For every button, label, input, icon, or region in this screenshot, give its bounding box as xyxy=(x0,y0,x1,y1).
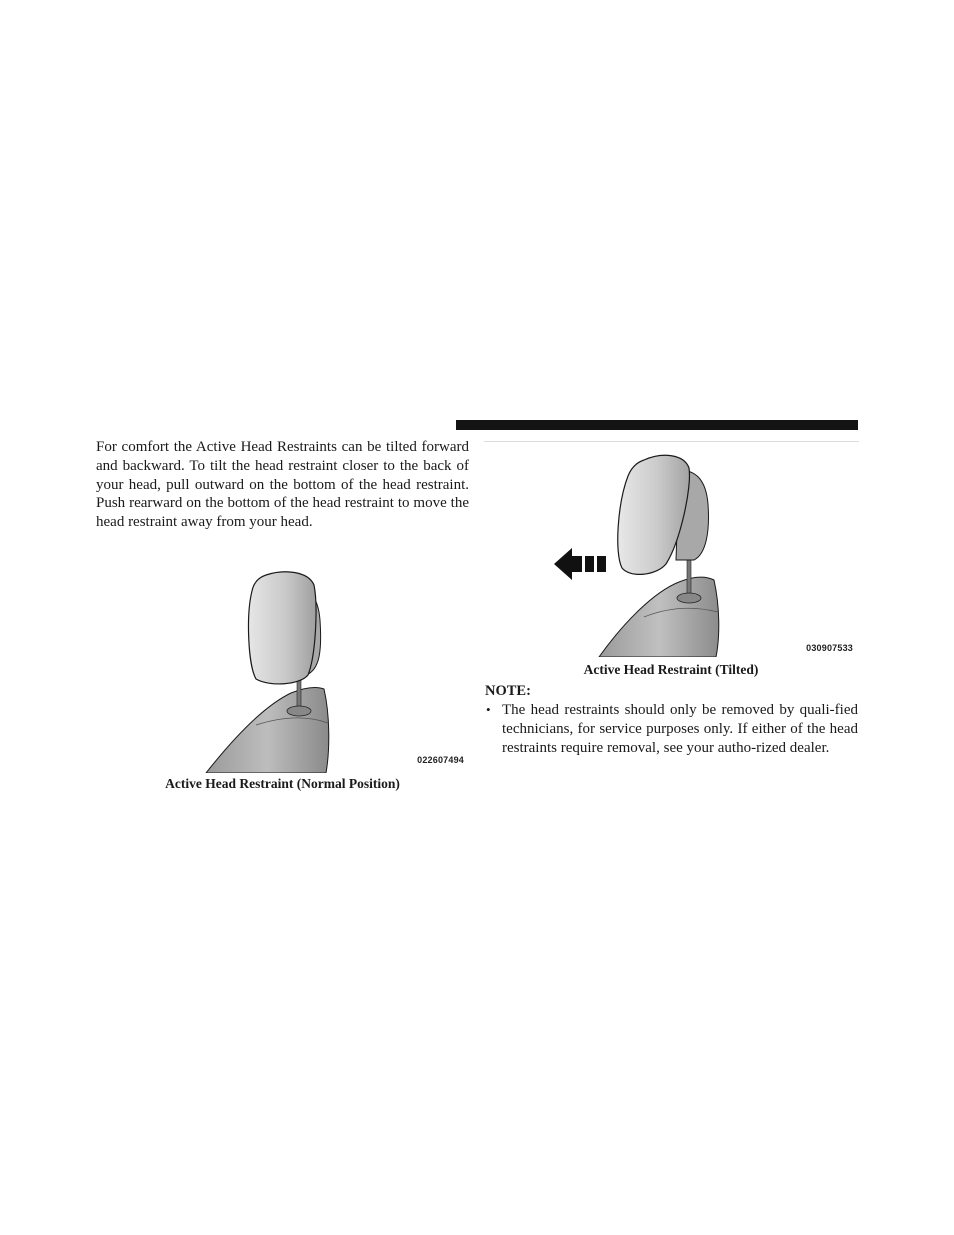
figure-normal-position xyxy=(196,565,470,773)
list-item xyxy=(485,701,858,757)
head-restraint-tilted-illustration xyxy=(484,442,859,657)
head-restraint-normal-illustration xyxy=(196,565,470,773)
note-list xyxy=(485,701,858,757)
figure-caption: Active Head Restraint (Tilted) xyxy=(583,662,759,677)
left-arrow-icon xyxy=(554,546,610,582)
intro-paragraph: For comfort the Active Head Restraints can be tilted forward and backward. To tilt the head restraint closer to the back of your head, pull outward on the bottom of the head restraint. Push rearward on the bottom of the head restraint to move the head restraint away from your head. xyxy=(96,439,469,531)
figure-code: 022607494 xyxy=(417,755,464,765)
bullet-icon: • xyxy=(486,702,491,717)
figure-tilted xyxy=(484,441,859,657)
note-text: The head restraints should only be removed by quali-fied technicians, for service purposes only. If either of the head restraints require removal, see your autho-rized dealer. xyxy=(502,702,858,756)
note-heading: NOTE: xyxy=(485,683,531,699)
section-rule xyxy=(456,420,858,430)
figure-code: 030907533 xyxy=(806,643,853,653)
figure-caption: Active Head Restraint (Normal Position) xyxy=(165,776,400,791)
